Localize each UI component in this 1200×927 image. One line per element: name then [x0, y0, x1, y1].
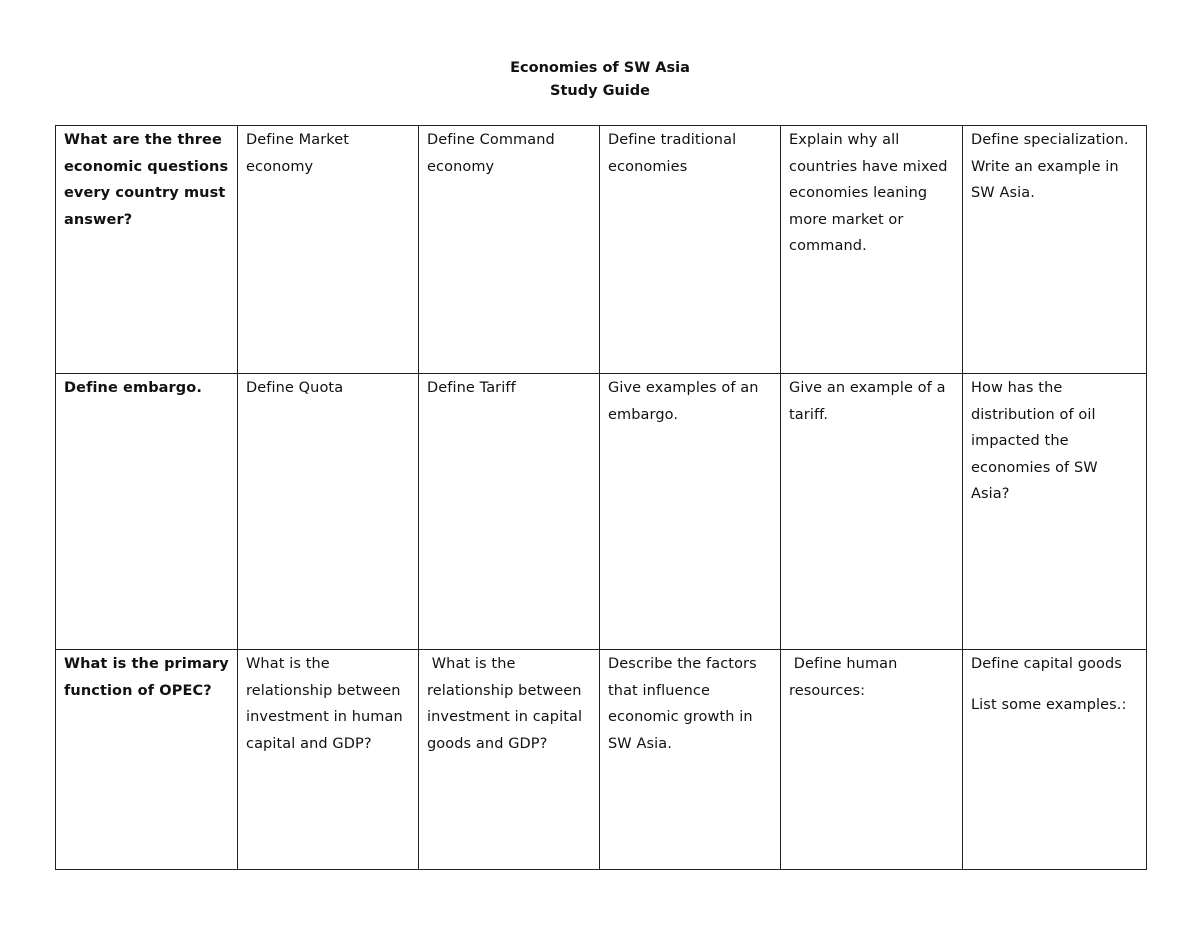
question-cell: Give examples of an embargo. [600, 374, 781, 650]
question-cell-capital-goods [963, 650, 1147, 870]
question-text: Define capital goods [971, 656, 1122, 672]
question-cell: Define Command economy [419, 126, 600, 374]
question-cell: Describe the factors that influence economic growth in SW Asia. [600, 650, 781, 870]
question-cell: What is the relationship between investment in capital goods and GDP? [419, 650, 600, 870]
table-row [56, 650, 1147, 870]
question-cell: Define human resources: [781, 650, 963, 870]
question-subtext: List some examples.: [971, 696, 1127, 713]
question-cell: Define specialization. Write an example in SW Asia. [963, 126, 1147, 374]
table-row [56, 374, 1147, 650]
table-row [56, 126, 1147, 374]
question-cell: Define Market economy [238, 126, 419, 374]
question-cell: Define Tariff [419, 374, 600, 650]
question-cell: Explain why all countries have mixed economies leaning more market or command. [781, 126, 963, 374]
question-cell: What are the three economic questions every country must answer? [56, 126, 238, 374]
question-cell: Define embargo. [56, 374, 238, 650]
page-subtitle: Study Guide [550, 83, 650, 99]
question-cell: Define Quota [238, 374, 419, 650]
question-cell: Define traditional economies [600, 126, 781, 374]
question-cell: How has the distribution of oil impacted the economies of SW Asia? [963, 374, 1147, 650]
question-cell: Give an example of a tariff. [781, 374, 963, 650]
page-title: Economies of SW Asia [510, 60, 690, 76]
question-cell: What is the relationship between investment in human capital and GDP? [238, 650, 419, 870]
study-guide-table [55, 125, 1147, 870]
question-cell: What is the primary function of OPEC? [56, 650, 238, 870]
